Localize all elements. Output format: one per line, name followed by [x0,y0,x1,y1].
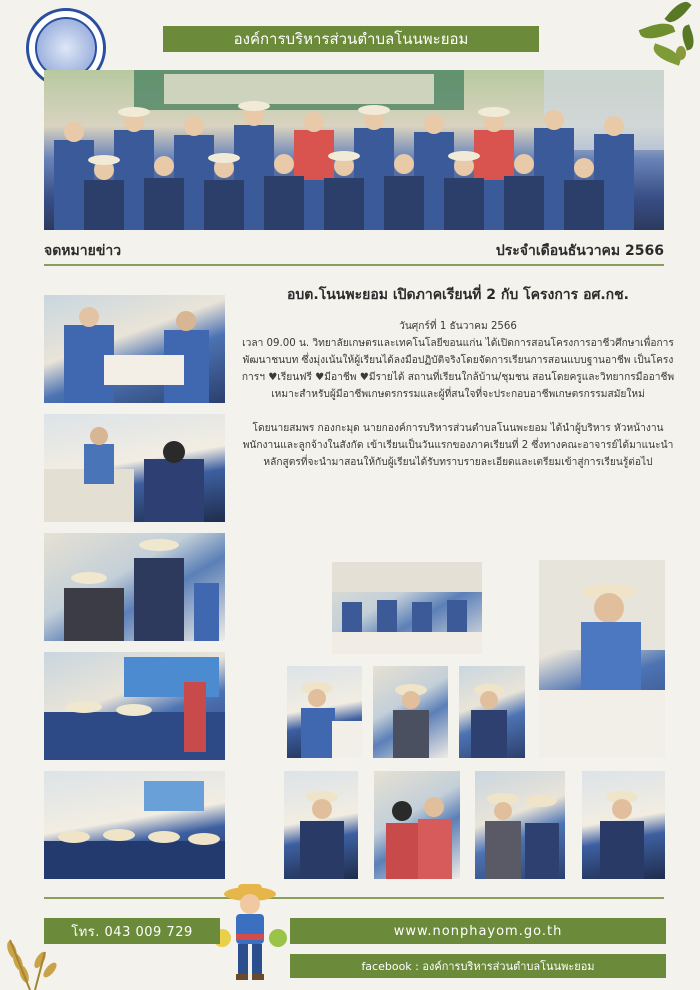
left-photo-2 [44,414,225,522]
left-photo-3-illustration [44,533,225,641]
header-title: องค์การบริหารส่วนตำบลโนนพะยอม [163,26,539,52]
right-photo-row1-2 [373,666,448,758]
facebook-link[interactable]: facebook : องค์การบริหารส่วนตำบลโนนพะยอม [290,954,666,978]
right-photo-classroom [332,562,482,654]
right-photo-row1-3-illustration [459,666,525,758]
left-photo-1 [44,295,225,403]
left-photo-5 [44,771,225,879]
right-photo-row2-1-illustration [284,771,358,879]
right-photo-row1-3 [459,666,525,758]
right-photo-row1-2-illustration [373,666,448,758]
right-photo-row2-3 [475,771,565,879]
left-photo-2-illustration [44,414,225,522]
right-photo-classroom-illustration [332,562,482,654]
right-photo-row2-4-illustration [582,771,665,879]
footer-divider [44,897,664,899]
right-photo-row2-2-illustration [374,771,460,879]
article-date: วันศุกร์ที่ 1 ธันวาคม 2566 [399,321,517,332]
hero-group-photo [44,70,664,230]
left-photo-1-illustration [44,295,225,403]
farmer-mascot-icon [212,880,288,990]
right-photo-row1-1 [287,666,362,758]
newsletter-issue: ประจำเดือนธันวาคม 2566 [495,243,664,259]
right-photo-speaker [539,560,665,758]
right-photo-row2-1 [284,771,358,879]
contact-phone: โทร. 043 009 729 [44,918,220,944]
article-paragraph-1: เวลา 09.00 น. วิทยาลัยเกษตรและเทคโนโลยีขอนแก่น ได้เปิดการสอนโครงการอาชีวศึกษาเพื่อการพัฒนาชนบท ซึ่งมุ่งเน้นให้ผู้เรียนได้ลงมือปฏิบัติจริงโดยจัดการเรียนการสอนแบบฐานอาชีพ เป็นโครงการฯ ♥เรียนฟรี ♥มีอาชีพ ♥มีรายได้ สถานที่เรียนใกล้บ้าน/ชุมชน สอนโดยครูและวิทยากรมืออาชีพ เหมาะสำหรับผู้มีอาชีพเกษตรกรรมและผู้ที่สนใจที่จะประกอบอาชีพเกษตรกรรมสมัยใหม่ [241,338,675,400]
website-link[interactable]: www.nonphayom.go.th [290,918,666,944]
left-photo-4-illustration [44,652,225,760]
article-headline: อบต.โนนพะยอม เปิดภาคเรียนที่ 2 กับ โครงการ อศ.กช. [287,287,629,303]
right-photo-row1-1-illustration [287,666,362,758]
article-body [238,318,678,488]
right-photo-row2-4 [582,771,665,879]
right-photo-row2-2 [374,771,460,879]
left-photo-4 [44,652,225,760]
right-photo-speaker-illustration [539,560,665,758]
section-divider [44,264,664,266]
article-paragraph-2: โดยนายสมพร กองกะมุด นายกองค์การบริหารส่วนตำบลโนนพะยอม ได้นำผู้บริหาร หัวหน้างาน พนักงานและลูกจ้างในสังกัด เข้าเรียนเป็นวันแรกของภาคเรียนที่ 2 ซึ่งทางคณะอาจารย์ได้มาแนะนำหลักสูตรที่จะนำมาสอนให้กับผู้เรียนได้รับทราบรายละเอียดและเตรียมเข้าสู่การเรียนรู้ต่อไป [242,423,674,468]
hero-photo-illustration [44,70,664,230]
newsletter-label: จดหมายข่าว [44,243,122,259]
left-photo-5-illustration [44,771,225,879]
right-photo-row2-3-illustration [475,771,565,879]
left-photo-3 [44,533,225,641]
